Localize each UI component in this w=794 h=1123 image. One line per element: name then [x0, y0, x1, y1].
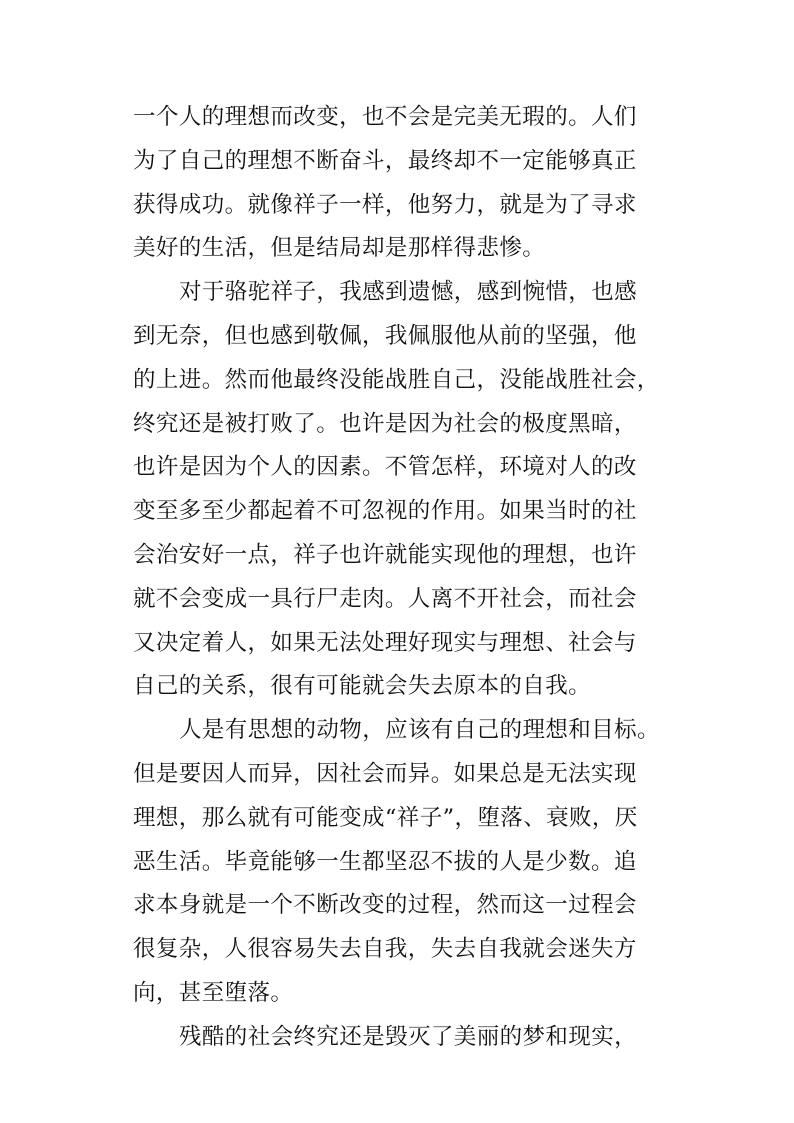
text-line: 也许是因为个人的因素。不管怎样，环境对人的改 [133, 454, 637, 481]
text-line: 但是要因人而异，因社会而异。如果总是无法实现 [133, 760, 637, 787]
text-line: 又决定着人，如果无法处理好现实与理想、社会与 [133, 629, 637, 656]
text-line: 美好的生活，但是结局却是那样得悲惨。 [133, 235, 546, 262]
text-line: 恶生活。毕竟能够一生都坚忍不拔的人是少数。追 [133, 848, 637, 875]
document-body [133, 96, 678, 1060]
text-line: 终究还是被打败了。也许是因为社会的极度黑暗， [133, 410, 637, 437]
text-line: 变至多至少都起着不可忽视的作用。如果当时的社 [133, 498, 637, 525]
text-line: 为了自己的理想不断奋斗，最终却不一定能够真正 [133, 147, 637, 174]
text-line: 就不会变成一具行尸走肉。人离不开社会，而社会 [133, 585, 637, 612]
text-line: 一个人的理想而改变，也不会是完美无瑕的。人们 [133, 104, 637, 130]
paragraph-start-line: 人是有思想的动物，应该有自己的理想和目标。 [179, 717, 660, 744]
text-line: 理想，那么就有可能变成“祥子”，堕落、衰败，厌 [133, 804, 638, 831]
text-line: 获得成功。就像祥子一样，他努力，就是为了寻求 [133, 191, 637, 218]
paragraph-start-line: 对于骆驼祥子，我感到遗憾，感到惋惜，也感 [179, 279, 638, 306]
text-line: 自己的关系，很有可能就会失去原本的自我。 [133, 673, 592, 700]
text-line: 求本身就是一个不断改变的过程，然而这一过程会 [133, 892, 637, 919]
text-line: 的上进。然而他最终没能战胜自己，没能战胜社会， [133, 366, 660, 393]
text-line: 到无奈，但也感到敬佩，我佩服他从前的坚强，他 [133, 322, 637, 349]
paragraph-start-line: 残酷的社会终究还是毁灭了美丽的梦和现实， [179, 1023, 638, 1050]
text-line: 很复杂，人很容易失去自我，失去自我就会迷失方 [133, 936, 637, 963]
text-line: 会治安好一点，祥子也许就能实现他的理想，也许 [133, 541, 637, 568]
text-line: 向，甚至堕落。 [133, 979, 294, 1006]
